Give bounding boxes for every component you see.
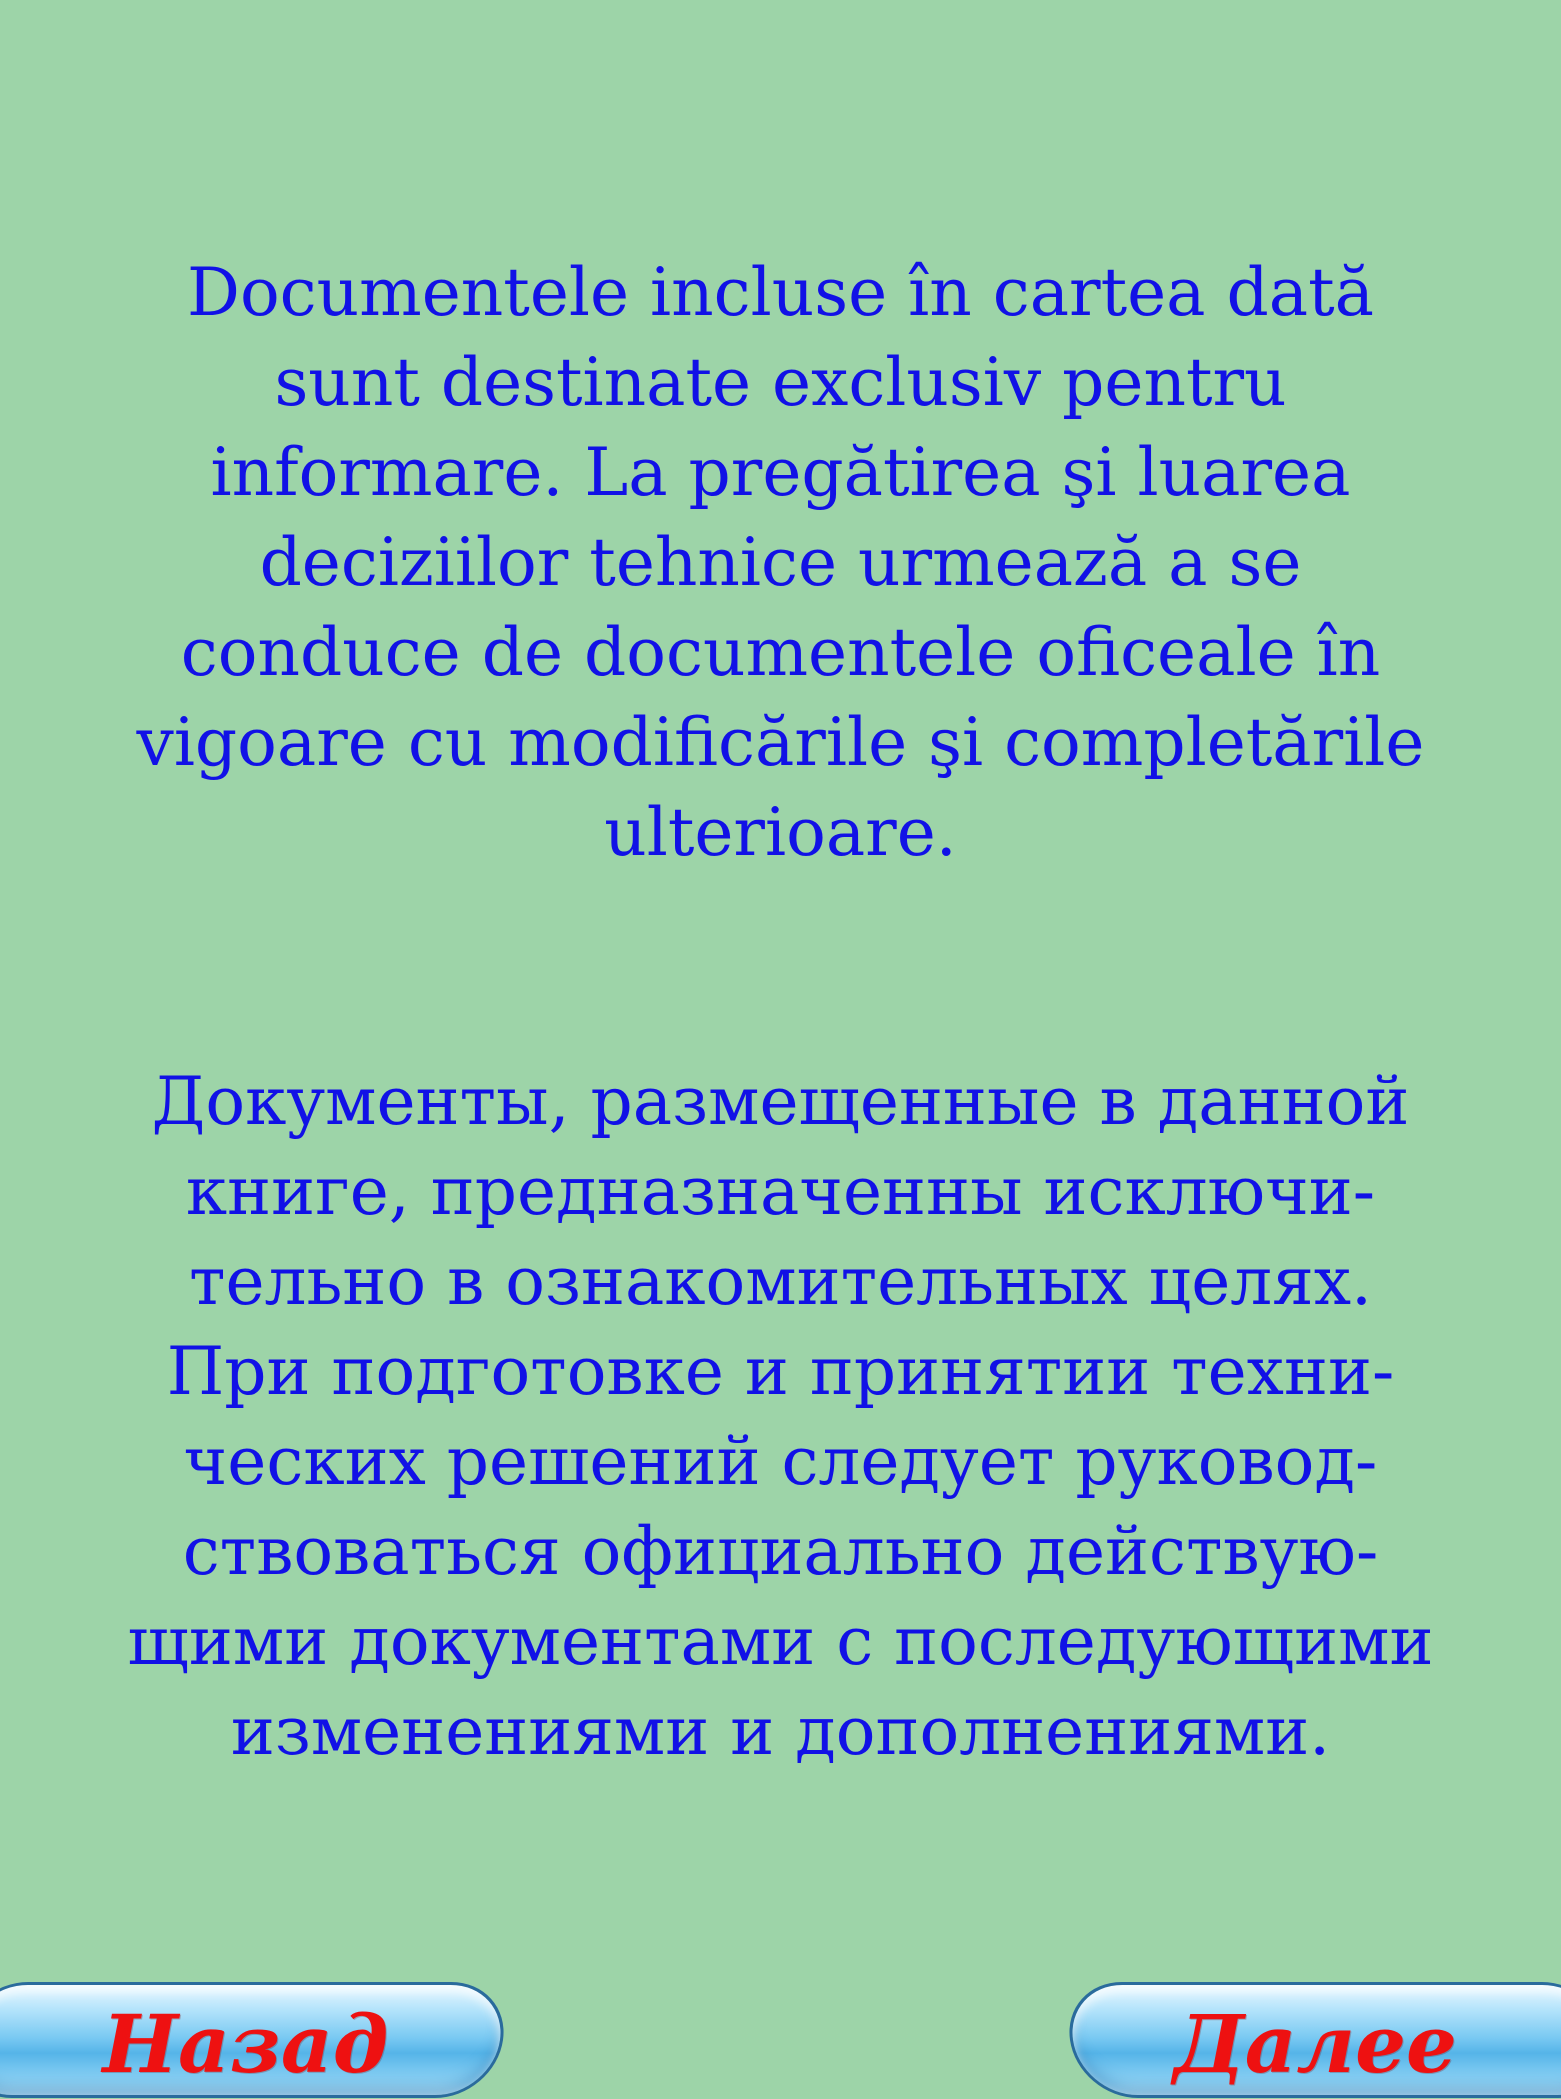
- back-button[interactable]: [0, 1982, 511, 2098]
- romanian-notice-text: Documentele incluse în cartea dată sunt destinate exclusiv pentru informare. La pregătirea şi luarea deciziilor tehnice urmează a se conduce de documentele oficeale în vigoare cu modificările şi completările ulterioare.: [136, 254, 1425, 871]
- russian-notice-text: Документы, размещенные в данной книге, предназначенны исключи- тельно в ознакомительных целях. При подготовке и принятии техни- ческих решений следует руковод- ствоваться официально действую- щими документами с последующими изменениями и дополнениями.: [127, 1063, 1434, 1770]
- next-button[interactable]: [1062, 1982, 1561, 2098]
- next-button-label: Далее: [1173, 1997, 1457, 2091]
- back-button-label: Назад: [102, 1997, 389, 2091]
